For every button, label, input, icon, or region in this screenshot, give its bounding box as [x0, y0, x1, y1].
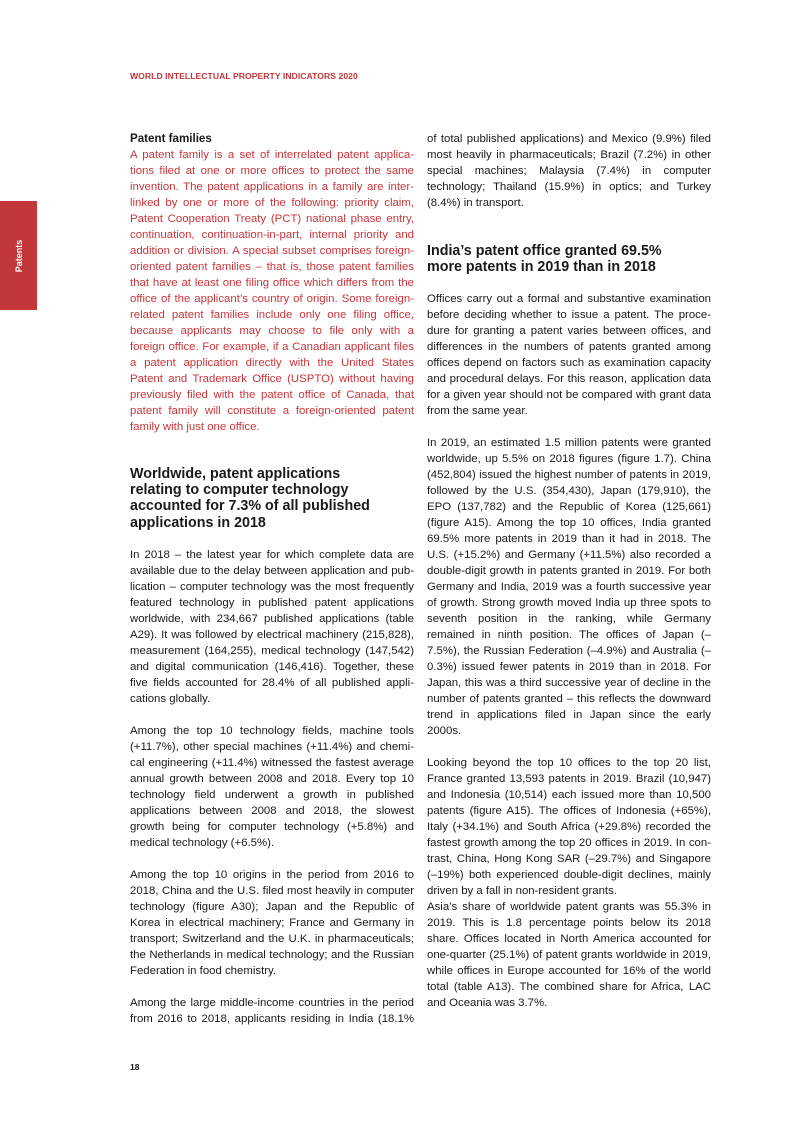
section-heading-computer-technology: Worldwide, patent applications relating to computer technology accounted for 7.3% of all published applications in 2018 [130, 466, 370, 531]
paragraph: Looking beyond the top 10 offices to the top 20 list, France granted 13,593 patents in 2019. Brazil (10,947) and Indonesia (10,514) each issued more than 10,500 patents (figure A15). The offices of Indonesia (+65%), Italy (+34.1%) and South Africa (+29.8%) recorded the fastest growth among the top 20 offices in 2019. In contrast, China, Hong Kong SAR (–29.7%) and Singapore (–19%) both experienced double-digit declines, mainly driven by a fall in non-resident grants. [427, 757, 711, 897]
paragraph: Offices carry out a formal and substantive examination before deciding whether to issue a patent. The procedure for granting a patent varies between offices, and differences in the numbers of patents granted among offices depend on factors such as examination capacity and procedural delays. For this reason, application data for a given year should not be compared with grant data from the same year. [427, 293, 711, 417]
section-tab-label: Patents [13, 239, 24, 272]
paragraph: Asia’s share of worldwide patent grants was 55.3% in 2019. This is 1.8 percentage points below its 2018 share. Offices located in North America accounted for one-quarter (25.1%) of patent grants worldwide in 2019, while offices in Europe accounted for 16% of the world total (table A13). The combined share for Africa, LAC and Oceania was 3.7%. [427, 901, 711, 1009]
patent-families-box [130, 131, 414, 435]
section-heading-1-wrap [130, 466, 414, 531]
paragraph: In 2019, an estimated 1.5 million patents were granted worldwide, up 5.5% on 2018 figures (figure 1.7). China (452,804) issued the highest number of patents in 2019, followed by the U.S. (354,430), Japan (179,910), the EPO (137,782) and the Republic of Korea (125,661) (figure A15). Among the top 10 offices, India granted 69.5% more patents in 2019 than it had in 2018. The U.S. (+15.2%) and Germany (+11.5%) also recorded a double-digit growth in patents granted in 2019. For both Germany and India, 2019 was a fourth successive year of growth. Strong growth moved India up three spots to seventh position in the ranking, while Germany remained in ninth position. The offices of Japan (–7.5%), the Russian Federation (–4.9%) and Australia (–0.3%) issued fewer patents in 2019 than in 2018. For Japan, this was a third successive year of decline in the number of patents granted – this reflects the downward trend in applications filed in Japan since the early 2000s. [427, 437, 711, 737]
section-tab [0, 201, 37, 310]
paragraph: of total published applications) and Mexico (9.9%) filed most heavily in pharmaceuticals; Brazil (7.2%) in other special machines; Malaysia (7.4%) in computer technology; Thailand (15.9%) in optics; and Turkey (8.4%) in transport. [427, 133, 711, 209]
box-heading: Patent families [130, 132, 212, 145]
box-text: A patent family is a set of interrelated patent applications filed at one or more offices to protect the same invention. The patent applications in a family are interlinked by one or more of the following: priority claim, Patent Cooperation Treaty (PCT) national phase entry, continuation, continuation-in-part, internal priority and addition or division. A special subset comprises foreign-oriented patent families – that is, those patent families that have at least one filing office which differs from the office of the applicant’s country of origin. Some foreign-related patent families include only one filing office, because applicants may choose to file only with a foreign office. For example, if a Canadian applicant files a patent application directly with the United States Patent and Trademark Office (USPTO) without having previously filed with the patent office of Canada, that patent family will constitute a foreign-oriented patent family with just one office. [130, 149, 414, 433]
paragraph: Among the top 10 origins in the period from 2016 to 2018, China and the U.S. filed most heavily in computer technology (figure A30); Japan and the Republic of Korea in electrical machinery; France and Germany in transport; Switzerland and the U.K. in pharmaceuticals; the Netherlands in medical technology; and the Russian Federation in food chemistry. [130, 869, 414, 977]
paragraph: Among the top 10 technology fields, machine tools (+11.7%), other special machines (+11.4%) and chemical engineering (+11.4%) witnessed the fastest average annual growth between 2008 and 2018. Every top 10 technology field underwent a growth in published applications between 2008 and 2018, the slowest growth being for computer technology (+5.8%) and medical technology (+6.5%). [130, 725, 414, 849]
page-number: 18 [130, 1062, 140, 1072]
paragraph: In 2018 – the latest year for which complete data are available due to the delay between application and publication – computer technology was the most frequently featured technology in published patent applications worldwide, with 234,667 published applications (table A29). It was followed by electrical machinery (215,828), measurement (164,255), medical technology (147,542) and digital communication (146,416). Together, these five fields accounted for 28.4% of all published applications globally. [130, 549, 414, 705]
section-heading-india-grants: India’s patent office granted 69.5% more patents in 2019 than in 2018 [427, 243, 662, 276]
running-header: WORLD INTELLECTUAL PROPERTY INDICATORS 2020 [130, 71, 358, 81]
paragraph: Among the large middle-income countries in the period from 2016 to 2018, applicants residing in India (18.1% [130, 997, 414, 1025]
